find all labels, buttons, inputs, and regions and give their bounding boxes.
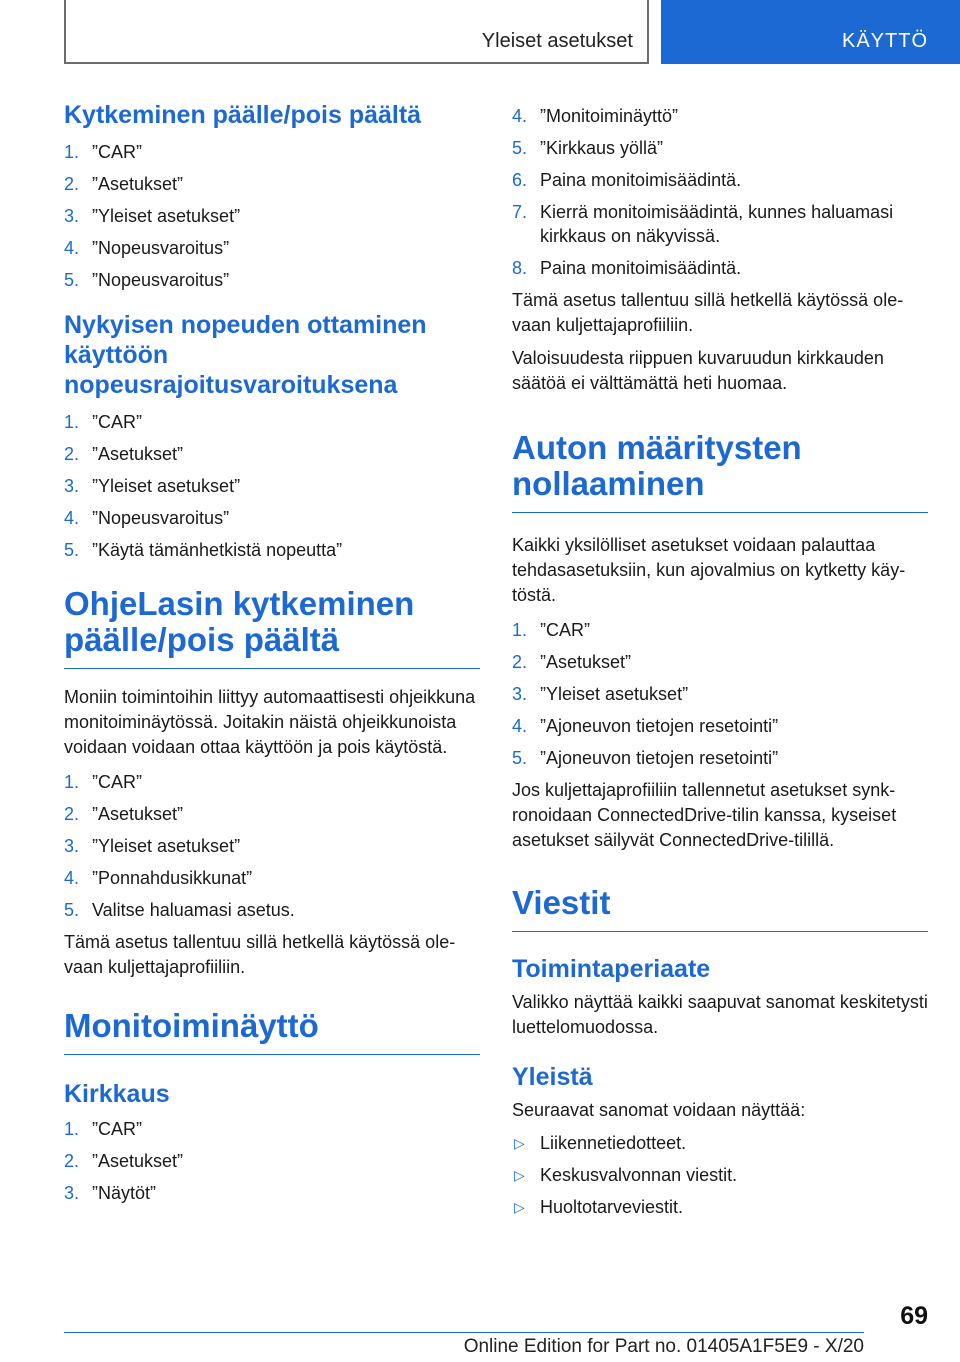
help-window-intro: Moniin toimintoihin liittyy automaattisesti ohjeikkuna monitoiminäytössä. Joitakin näistä ohjeikkunoista voidaan voidaan ottaa käyttöön ja pois käytöstä. [64, 687, 476, 757]
footer-divider [64, 1332, 864, 1333]
list-item: 8. Paina monitoimisäädintä. [512, 258, 742, 278]
list-item: ▷ Huoltotarveviestit. [514, 1197, 684, 1217]
list-item: 3. ”Yleiset asetukset” [64, 476, 241, 496]
list-item: 3. ”Yleiset asetukset” [64, 836, 241, 856]
footer-edition: Online Edition for Part no. 01405A1F5E9 - X/20 [463, 1336, 864, 1357]
steps-help-window [64, 770, 480, 922]
heading-principle: Toimintaperiaate [512, 955, 711, 983]
heading-multifunction-display: Monitoiminäyttö [64, 1008, 480, 1055]
message-types-list [512, 1131, 928, 1219]
list-item: 4. ”Monitoiminäyttö” [512, 106, 679, 126]
steps-brightness [64, 1117, 480, 1205]
list-item: 1. ”CAR” [64, 412, 142, 432]
heading-messages: Viestit [512, 885, 928, 932]
triangle-bullet-icon: ▷ [514, 1167, 525, 1183]
list-item: 1. ”CAR” [64, 142, 142, 162]
steps-reset [512, 618, 928, 770]
brightness-note-light: Valoisuudesta riippuen kuvaruudun kirkkauden säätöä ei välttämättä heti huomaa. [512, 348, 884, 393]
heading-help-window: OhjeLasin kytkeminen päälle/pois päältä [64, 586, 480, 669]
list-item: 4. ”Ponnahdusikkunat” [64, 868, 253, 888]
steps-speed-warning [64, 140, 480, 292]
heading-current-speed: Nykyisen nopeuden ottaminen käyttöön nopeusrajoitusvaroituksena [64, 311, 427, 399]
list-item: 5. ”Kirkkaus yöllä” [512, 138, 664, 158]
list-item: 7. Kierrä monitoimisäädintä, kunnes haluamasi kirkkaus on näkyvissä. [512, 202, 894, 246]
general-text: Seuraavat sanomat voidaan näyttää: [512, 1100, 806, 1120]
header-chapter-title: KÄYTTÖ [841, 30, 928, 52]
list-item: 2. ”Asetukset” [64, 1151, 184, 1171]
triangle-bullet-icon: ▷ [514, 1199, 525, 1215]
list-item: 5. ”Käytä tämänhetkistä nopeutta” [64, 540, 343, 560]
left-column [64, 100, 480, 1213]
list-item: ▷ Keskusvalvonnan viestit. [514, 1165, 738, 1185]
list-item: ▷ Liikennetiedotteet. [514, 1133, 687, 1153]
triangle-bullet-icon: ▷ [514, 1135, 525, 1151]
heading-general: Yleistä [512, 1063, 593, 1091]
list-item: 4. ”Ajoneuvon tietojen resetointi” [512, 716, 779, 736]
list-item: 3. ”Yleiset asetukset” [512, 684, 689, 704]
brightness-note-profile: Tämä asetus tallentuu sillä hetkellä käytössä olevaan kuljettajaprofiiliin. [512, 290, 904, 335]
list-item: 1. ”CAR” [64, 1119, 142, 1139]
list-item: 1. ”CAR” [512, 620, 590, 640]
list-item: 5. ”Ajoneuvon tietojen resetointi” [512, 748, 779, 768]
reset-intro: Kaikki yksilölliset asetukset voidaan palauttaa tehdasasetuksiin, kun ajovalmius on kytketty käytöstä. [512, 535, 906, 605]
header-section-title: Yleiset asetukset [481, 30, 633, 52]
list-item: 2. ”Asetukset” [64, 174, 184, 194]
list-item: 2. ”Asetukset” [64, 804, 184, 824]
right-column [512, 100, 928, 1227]
list-item: 4. ”Nopeusvaroitus” [64, 508, 230, 528]
heading-brightness: Kirkkaus [64, 1080, 170, 1108]
list-item: 5. Valitse haluamasi asetus. [64, 900, 295, 920]
list-item: 2. ”Asetukset” [512, 652, 632, 672]
reset-note: Jos kuljettajaprofiiliin tallennetut asetukset synkronoidaan ConnectedDrive-tilin kanssa, kyseiset asetukset säilyvät ConnectedDrive-tilillä. [512, 780, 897, 850]
list-item: 6. Paina monitoimisäädintä. [512, 170, 742, 190]
list-item: 4. ”Nopeusvaroitus” [64, 238, 230, 258]
heading-reset-settings: Auton määritysten nollaaminen [512, 430, 928, 513]
list-item: 3. ”Näytöt” [64, 1183, 157, 1203]
heading-speed-warning-toggle: Kytkeminen päälle/pois päältä [64, 101, 422, 129]
principle-text: Valikko näyttää kaikki saapuvat sanomat keskitetysti luettelomuodossa. [512, 992, 928, 1037]
help-window-note: Tämä asetus tallentuu sillä hetkellä käytössä olevaan kuljettajaprofiiliin. [64, 932, 456, 977]
page-number: 69 [900, 1302, 928, 1330]
list-item: 3. ”Yleiset asetukset” [64, 206, 241, 226]
steps-current-speed [64, 410, 480, 562]
list-item: 5. ”Nopeusvaroitus” [64, 270, 230, 290]
steps-brightness-continued [512, 104, 928, 280]
header-section-tab [64, 0, 649, 64]
list-item: 1. ”CAR” [64, 772, 142, 792]
list-item: 2. ”Asetukset” [64, 444, 184, 464]
header-chapter-tab [661, 0, 960, 64]
